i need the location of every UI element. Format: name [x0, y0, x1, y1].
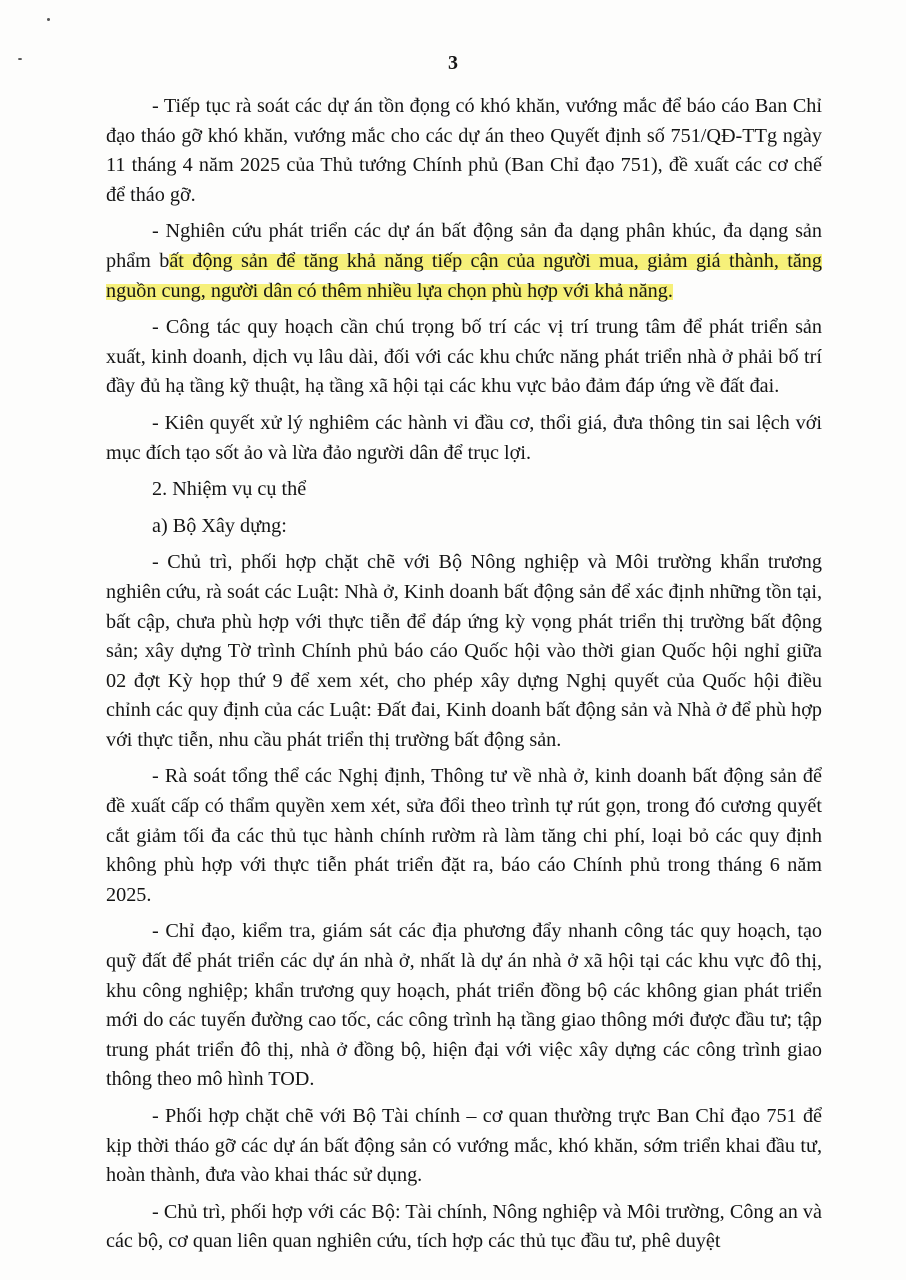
paragraph: - Công tác quy hoạch cần chú trọng bố trí các vị trí trung tâm để phát triển sản xuất, kinh doanh, dịch vụ lâu dài, đối với các khu chức năng phát triển nhà ở phải bố trí đầy đủ hạ tầng kỹ thuật, hạ tầng xã hội tại các khu vực bảo đảm đáp ứng về đất đai.: [106, 316, 822, 398]
highlighted-text: ất động sản để tăng khả năng tiếp cận của người mua, giảm giá thành, tăng nguồn cung, người dân có thêm nhiều lựa chọn phù hợp với khả năng.: [106, 249, 822, 302]
highlighted-paragraph: [106, 217, 822, 306]
page-number: 3: [448, 52, 458, 74]
paragraph: - Tiếp tục rà soát các dự án tồn đọng có khó khăn, vướng mắc để báo cáo Ban Chỉ đạo tháo gỡ khó khăn, vướng mắc cho các dự án theo Quyết định số 751/QĐ-TTg ngày 11 tháng 4 năm 2025 của Thủ tướng Chính phủ (Ban Chỉ đạo 751), đề xuất các cơ chế để tháo gỡ.: [106, 95, 822, 206]
paragraph: - Rà soát tổng thể các Nghị định, Thông tư về nhà ở, kinh doanh bất động sản để đề xuất cấp có thẩm quyền xem xét, sửa đổi theo trình tự rút gọn, trong đó cương quyết cắt giảm tối đa các thủ tục hành chính rườm rà làm tăng chi phí, loại bỏ các quy định không phù hợp với thực tiễn phát triển đặt ra, báo cáo Chính phủ trong tháng 6 năm 2025.: [106, 765, 822, 906]
paragraph: - Chỉ đạo, kiểm tra, giám sát các địa phương đẩy nhanh công tác quy hoạch, tạo quỹ đất để phát triển các dự án nhà ở, nhất là dự án nhà ở xã hội tại các khu vực đô thị, khu công nghiệp; khẩn trương quy hoạch, phát triển đồng bộ các không gian phát triển mới do các tuyến đường cao tốc, các công trình hạ tầng giao thông mới được đầu tư; tập trung phát triển đô thị, nhà ở đồng bộ, hiện đại với việc xây dựng các công trình giao thông theo mô hình TOD.: [106, 920, 822, 1091]
subsection-heading: a) Bộ Xây dựng:: [152, 514, 287, 537]
paragraph: - Phối hợp chặt chẽ với Bộ Tài chính – cơ quan thường trực Ban Chỉ đạo 751 để kịp thời tháo gỡ các dự án bất động sản có vướng mắc, khó khăn, sớm triển khai đầu tư, hoàn thành, đưa vào khai thác sử dụng.: [106, 1105, 822, 1187]
document-body: [106, 92, 822, 1257]
section-heading: 2. Nhiệm vụ cụ thể: [152, 478, 307, 501]
paragraph: - Chủ trì, phối hợp với các Bộ: Tài chính, Nông nghiệp và Môi trường, Công an và các bộ, cơ quan liên quan nghiên cứu, tích hợp các thủ tục đầu tư, phê duyệt: [106, 1200, 822, 1253]
paragraph: - Chủ trì, phối hợp chặt chẽ với Bộ Nông nghiệp và Môi trường khẩn trương nghiên cứu, rà soát các Luật: Nhà ở, Kinh doanh bất động sản để xác định những tồn tại, bất cập, chưa phù hợp với thực tiễn để đáp ứng kỳ vọng phát triển thị trường bất động sản; xây dựng Tờ trình Chính phủ báo cáo Quốc hội vào thời gian Quốc hội nghỉ giữa 02 đợt Kỳ họp thứ 9 để xem xét, cho phép xây dựng Nghị quyết của Quốc hội điều chỉnh các quy định của các Luật: Đất đai, Kinh doanh bất động sản và Nhà ở để phù hợp với thực tiễn, nhu cầu phát triển thị trường bất động sản.: [106, 551, 822, 751]
paragraph-text: - Nghiên cứu phát triển các dự án bất động sản đa dạng phân khúc, đa dạng sản phẩm b: [106, 220, 822, 272]
paragraph: - Kiên quyết xử lý nghiêm các hành vi đầu cơ, thổi giá, đưa thông tin sai lệch với mục đích tạo sốt ảo và lừa đảo người dân để trục lợi.: [106, 411, 822, 464]
scan-speck: [47, 18, 50, 21]
